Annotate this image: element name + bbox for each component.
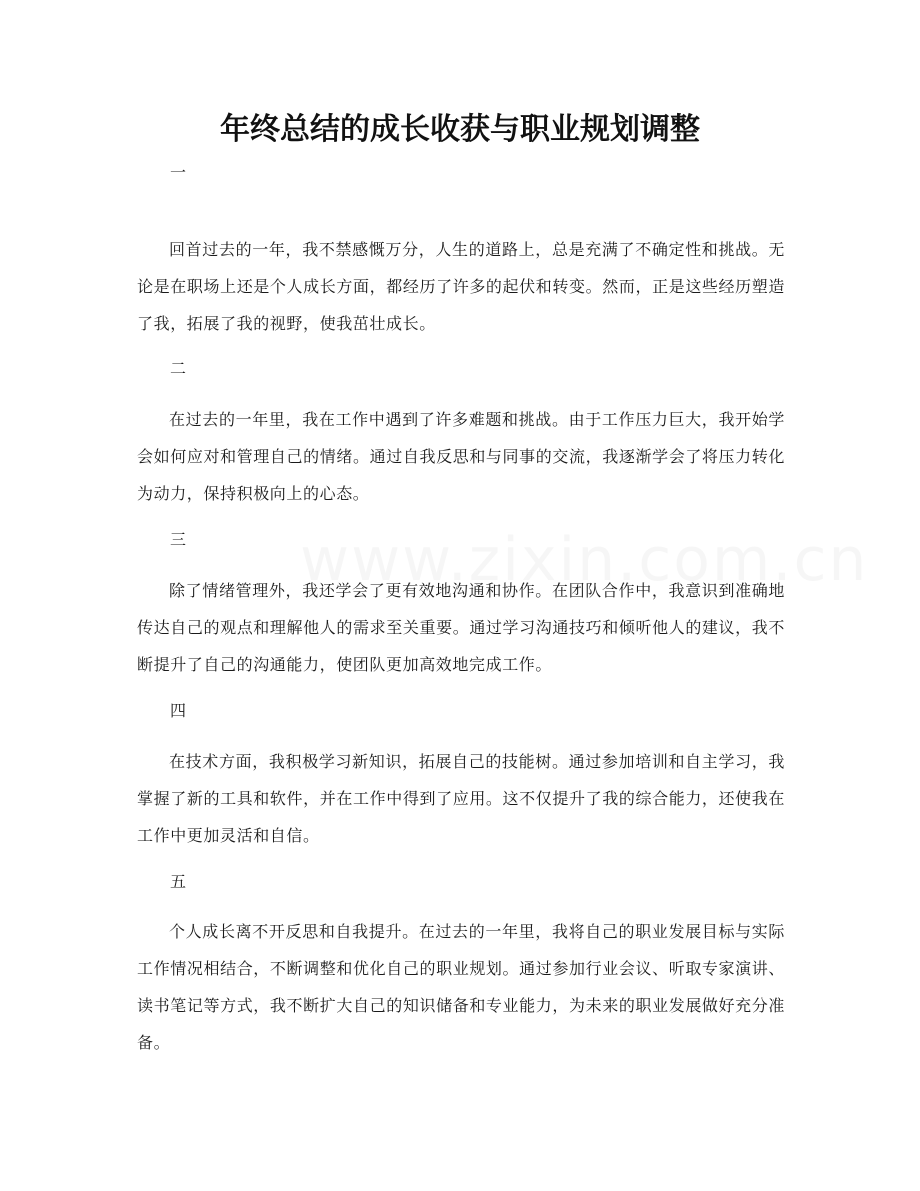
section-paragraph-4: 在技术方面，我积极学习新知识，拓展自己的技能树。通过参加培训和自主学习，我掌握了新的工具和软件，并在工作中得到了应用。这不仅提升了我的综合能力，还使我在工作中更加灵活和自信。 [137,752,785,845]
section-heading-5: 五 [170,872,187,891]
section-heading-2: 二 [170,359,187,378]
section-paragraph-5: 个人成长离不开反思和自我提升。在过去的一年里，我将自己的职业发展目标与实际工作情况相结合，不断调整和优化自己的职业规划。通过参加行业会议、听取专家演讲、读书笔记等方式，我不断扩大自己的知识储备和专业能力，为未来的职业发展做好充分准备。 [137,922,785,1052]
section-heading-4: 四 [170,701,187,720]
section-paragraph-2: 在过去的一年里，我在工作中遇到了许多难题和挑战。由于工作压力巨大，我开始学会如何应对和管理自己的情绪。通过自我反思和与同事的交流，我逐渐学会了将压力转化为动力，保持积极向上的心态。 [137,410,785,503]
section-heading-1: 一 [170,163,187,182]
document-title: 年终总结的成长收获与职业规划调整 [220,112,700,147]
section-paragraph-1: 回首过去的一年，我不禁感慨万分，人生的道路上，总是充满了不确定性和挑战。无论是在职场上还是个人成长方面，都经历了许多的起伏和转变。然而，正是这些经历塑造了我，拓展了我的视野，使我茁壮成长。 [137,240,785,333]
section-heading-3: 三 [170,530,187,549]
section-paragraph-3: 除了情绪管理外，我还学会了更有效地沟通和协作。在团队合作中，我意识到准确地传达自己的观点和理解他人的需求至关重要。通过学习沟通技巧和倾听他人的建议，我不断提升了自己的沟通能力，使团队更加高效地完成工作。 [137,581,785,674]
